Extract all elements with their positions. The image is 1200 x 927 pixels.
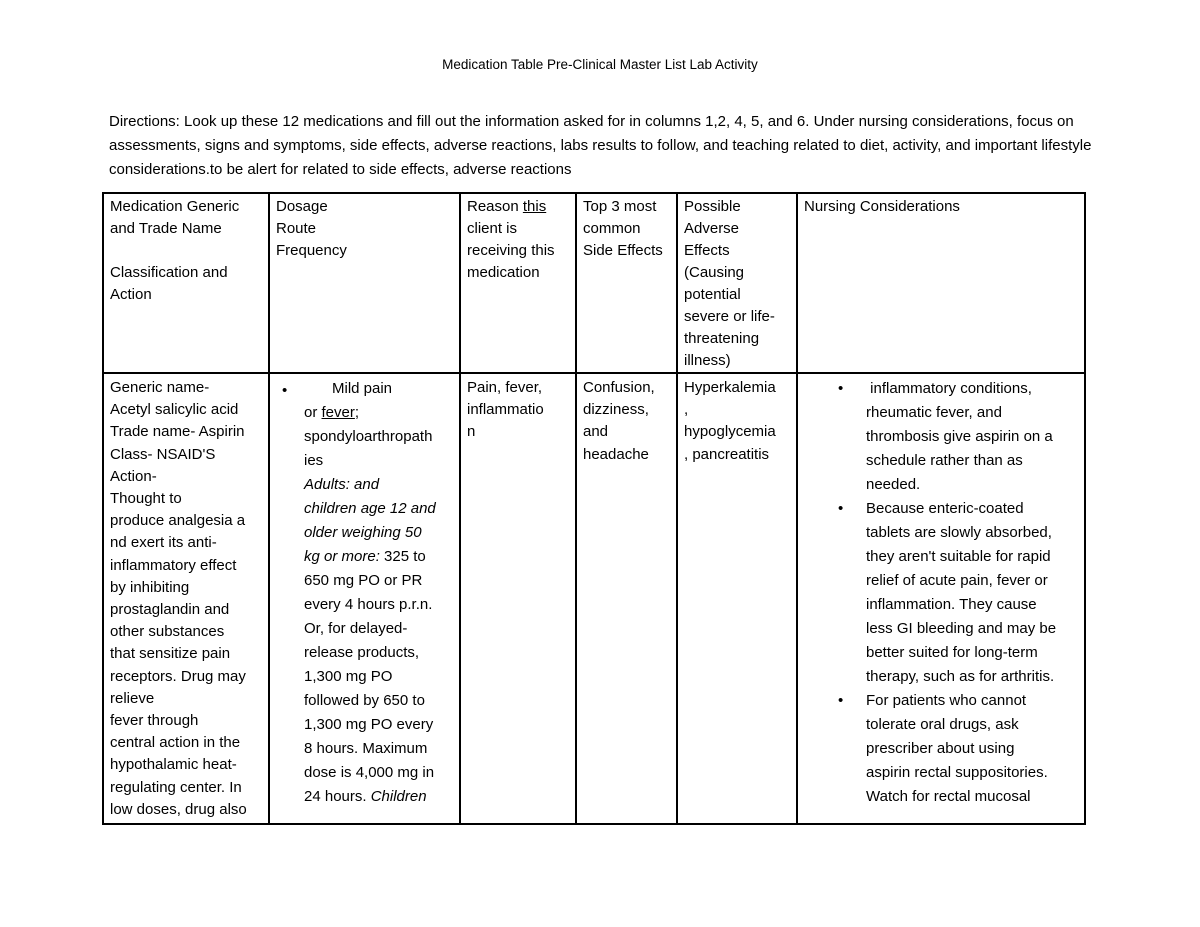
- cell-text: Generic name-: [110, 379, 210, 396]
- cell-text: relief of acute pain, fever or: [866, 572, 1048, 589]
- cell-text: release products,: [304, 644, 420, 661]
- cell-text: regulating center. In: [110, 778, 242, 796]
- cell-text: Or, for delayed-: [304, 620, 408, 637]
- bullet-icon: •: [282, 382, 288, 399]
- cell-text: or: [304, 404, 322, 421]
- cell-text: thrombosis give aspirin on a: [866, 428, 1053, 445]
- header-text: Nursing Considerations: [804, 198, 960, 215]
- cell-text: nd exert its anti-: [110, 534, 217, 552]
- cell-text: 8 hours. Maximum: [304, 740, 428, 757]
- list-item: [804, 497, 1081, 689]
- cell-text: 325 to: [379, 548, 426, 565]
- cell-text: Trade name- Aspirin: [110, 423, 245, 441]
- cell-text: receptors. Drug may: [110, 667, 246, 685]
- header-reason: [460, 193, 576, 373]
- header-text: Frequency: [276, 242, 347, 259]
- header-nursing-considerations: [797, 193, 1085, 373]
- cell-text: better suited for long-term: [866, 644, 1038, 661]
- header-text: (Causing: [684, 264, 745, 281]
- bullet-icon: •: [838, 692, 844, 709]
- cell-text: , pancreatitis: [684, 445, 770, 463]
- cell-text: that sensitize pain: [110, 645, 231, 663]
- cell-text: therapy, such as for arthritis.: [866, 668, 1055, 685]
- cell-text: older weighing 50: [304, 524, 422, 541]
- header-text: illness): [684, 352, 731, 369]
- cell-text: dizziness,: [583, 401, 649, 419]
- cell-text: Confusion,: [583, 379, 655, 396]
- cell-text: Children: [370, 788, 427, 805]
- cell-text: children age 12 and: [304, 500, 436, 517]
- cell-text: inflammation. They cause: [866, 596, 1037, 613]
- cell-text: prescriber about using: [866, 740, 1015, 757]
- bullet-icon: •: [838, 500, 844, 517]
- cell-text: inflammatory conditions,: [866, 380, 1032, 397]
- cell-text: For patients who cannot: [866, 692, 1027, 709]
- directions-paragraph: Directions: Look up these 12 medications and fill out the information asked for in columns 1,2, 4, 5, and 6. Under nursing considerations, focus on assessments, signs and symptoms, side effects, adverse reactions, labs results to follow, and teaching related to diet, activity, and important lifestyle considerations.to be alert for related to side effects, adverse reactions: [109, 113, 1092, 178]
- cell-text: less GI bleeding and may be: [866, 620, 1057, 637]
- medication-table: [102, 192, 1086, 825]
- header-dosage: [269, 193, 460, 373]
- header-text: and Trade Name: [110, 220, 222, 237]
- cell-text: Adults: and: [304, 476, 380, 493]
- header-adverse-effects: [677, 193, 797, 373]
- header-text: client is: [467, 220, 518, 237]
- cell-side-effects: [576, 373, 677, 824]
- cell-text: tablets are slowly absorbed,: [866, 524, 1052, 541]
- table-row: [103, 373, 1085, 824]
- cell-text: other substances: [110, 623, 225, 641]
- cell-text: schedule rather than as: [866, 452, 1023, 469]
- cell-text: kg or more:: [304, 548, 380, 565]
- header-text: Action: [110, 286, 152, 303]
- header-side-effects: [576, 193, 677, 373]
- table-header-row: [103, 193, 1085, 373]
- cell-text: Because enteric-coated: [866, 500, 1024, 517]
- cell-text: every 4 hours p.r.n.: [304, 596, 433, 613]
- header-text: Medication Generic: [110, 198, 240, 215]
- cell-text: Mild pain: [332, 380, 393, 397]
- cell-text: central action in the: [110, 734, 241, 752]
- fever-link[interactable]: fever: [321, 404, 355, 421]
- header-text: Dosage: [276, 198, 328, 215]
- header-text: threatening: [684, 330, 760, 347]
- cell-text: 1,300 mg PO: [304, 668, 393, 685]
- header-text: potential: [684, 286, 741, 303]
- cell-text: aspirin rectal suppositories.: [866, 764, 1048, 781]
- header-text: Possible: [684, 198, 741, 215]
- header-text: Effects: [684, 242, 730, 259]
- header-text: receiving this: [467, 242, 555, 259]
- cell-reason: [460, 373, 576, 824]
- cell-text: Class- NSAID'S: [110, 445, 216, 463]
- cell-text: ies: [304, 452, 324, 469]
- cell-text: tolerate oral drugs, ask: [866, 716, 1019, 733]
- nursing-list: [804, 377, 1081, 809]
- cell-text: ;: [354, 404, 360, 421]
- cell-medication: [103, 373, 269, 824]
- cell-text: Acetyl salicylic acid: [110, 401, 239, 419]
- header-text: severe or life-: [684, 308, 775, 325]
- cell-text: dose is 4,000 mg in: [304, 764, 435, 781]
- cell-text: 1,300 mg PO every: [304, 716, 434, 733]
- cell-text: Action-: [110, 467, 157, 485]
- cell-text: inflammatio: [467, 401, 544, 419]
- cell-text: headache: [583, 445, 649, 463]
- header-text: Route: [276, 220, 317, 237]
- cell-text: hypothalamic heat-: [110, 756, 237, 774]
- cell-text: 24 hours.: [304, 788, 371, 805]
- cell-text: Hyperkalemia: [684, 379, 776, 396]
- header-text: Adverse: [684, 220, 740, 237]
- cell-text: hypoglycemia: [684, 423, 776, 441]
- page-title: Medication Table Pre-Clinical Master List Lab Activity: [442, 57, 758, 72]
- header-text: Reason: [467, 198, 523, 215]
- cell-text: rheumatic fever, and: [866, 404, 1002, 421]
- header-text-underlined: this: [522, 198, 547, 215]
- cell-text: relieve: [110, 689, 155, 707]
- bullet-icon: •: [838, 380, 844, 397]
- cell-text: Watch for rectal mucosal: [866, 788, 1031, 805]
- cell-text: low doses, drug also: [110, 800, 247, 818]
- cell-nursing-considerations: [797, 373, 1085, 824]
- cell-text: inflammatory effect: [110, 556, 237, 574]
- header-text: Classification and: [110, 264, 228, 281]
- header-text: Side Effects: [583, 242, 663, 259]
- list-item: [804, 377, 1081, 497]
- cell-text: 650 mg PO or PR: [304, 572, 423, 589]
- cell-text: needed.: [866, 476, 921, 493]
- cell-text: spondyloarthropath: [304, 428, 433, 445]
- cell-text: by inhibiting: [110, 578, 190, 596]
- cell-text: they aren't suitable for rapid: [866, 548, 1051, 565]
- cell-text: produce analgesia a: [110, 512, 246, 530]
- cell-text: fever through: [110, 712, 199, 730]
- cell-text: Pain, fever,: [467, 379, 543, 396]
- cell-text: and: [583, 423, 609, 441]
- header-text: Top 3 most: [583, 198, 657, 215]
- cell-text: Thought to: [110, 490, 182, 508]
- cell-text: followed by 650 to: [304, 692, 425, 709]
- header-medication: [103, 193, 269, 373]
- cell-adverse-effects: [677, 373, 797, 824]
- cell-text: n: [467, 423, 476, 441]
- header-text: medication: [467, 264, 540, 281]
- cell-text: ,: [684, 401, 689, 419]
- cell-dosage: [269, 373, 460, 824]
- header-text: common: [583, 220, 641, 237]
- list-item: [804, 689, 1081, 809]
- cell-text: prostaglandin and: [110, 601, 230, 619]
